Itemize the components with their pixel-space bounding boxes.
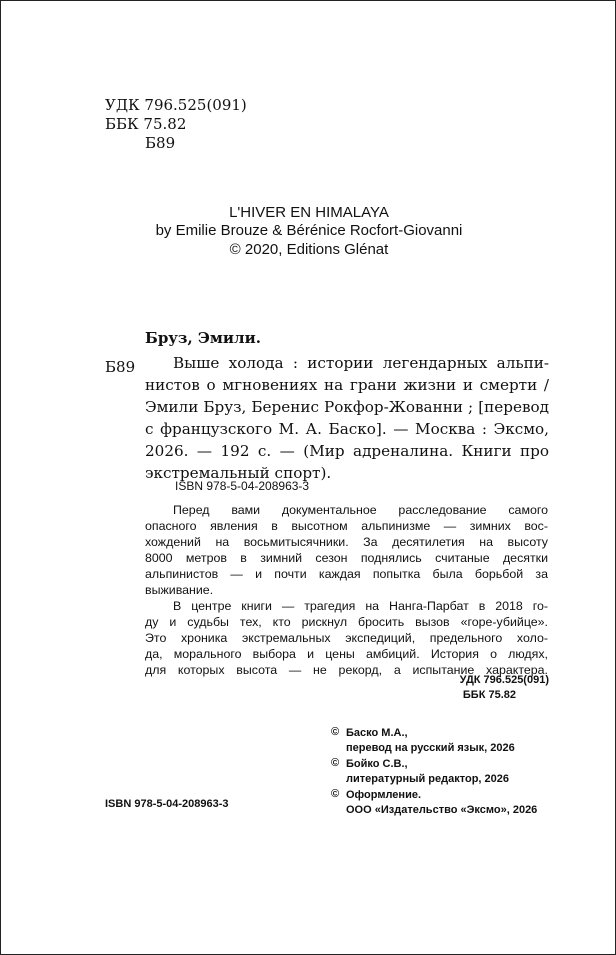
description-line: нистов о мгновениях на грани жизни и смерти / [145,376,549,394]
annotation-line: альпинистов — и почти каждая попытка была борьбой за [145,567,548,581]
description-line: экстремальный спорт). [145,464,332,482]
author-heading: Бруз, Эмили. [145,329,261,347]
annotation-line: Перед вами документальное расследование самого [173,503,548,517]
description-line: с французского М. А. Баско]. — Москва : Эксмо, [145,420,549,438]
bbk-code: ББК 75.82 [105,115,187,133]
copyright-icon: © [331,757,340,769]
copyright-icon: © [331,788,340,800]
author-mark: Б89 [145,134,176,152]
copyright-detail: ООО «Издательство «Эксмо», 2026 [346,804,538,816]
annotation-line: выживание. [145,583,214,597]
original-authors: by Emilie Brouze & Bérénice Rocfort-Giovanni [155,222,463,239]
udk-code: УДК 796.525(091) [105,96,247,114]
copyright-holder: Оформление. [346,789,422,801]
description-line: Эмили Бруз, Беренис Рокфор-Жованни ; [перевод [145,398,549,416]
record-isbn: ISBN 978-5-04-208963-3 [175,479,310,493]
footer-isbn: ISBN 978-5-04-208963-3 [105,798,229,810]
annotation-line: для которых высота — не рекорд, а испытание характера. [145,663,548,677]
copyright-detail: перевод на русский язык, 2026 [346,742,515,754]
annotation-line: ду и судьбы тех, кто рискнул бросить вызов «горе-убийце». [145,615,548,629]
annotation-line: опасного явления в высотном альпинизме — зимних вос- [145,519,548,533]
original-copyright: © 2020, Editions Glénat [229,241,389,258]
copyright-detail: литературный редактор, 2026 [346,773,510,785]
annotation-line: хождений на восьмитысячники. За десятилетия на высоту [145,535,548,549]
annotation-bbk: ББК 75.82 [462,689,516,701]
annotation-line: Это хроника экстремальных экспедиций, предельного холо- [145,631,548,645]
description-line: Выше холода : истории легендарных альпи- [173,354,549,372]
copyright-holder: Бойко С.В., [346,758,408,770]
copyright-icon: © [331,726,340,738]
annotation-line: да, морального выбора и цены амбиций. История о людях, [145,647,548,661]
copyright-holder: Баско М.А., [346,727,408,739]
annotation-udk: УДК 796.525(091) [459,674,549,686]
record-code: Б89 [105,358,136,376]
annotation-line: 8000 метров в зимний сезон поднялись считаные десятки [145,551,548,565]
annotation-line: В центре книги — трагедия на Нанга-Парбат в 2018 го- [173,599,548,613]
original-title: L'HIVER EN HIMALAYA [229,204,389,221]
description-line: 2026. — 192 с. — (Мир адреналина. Книги про [145,442,549,460]
